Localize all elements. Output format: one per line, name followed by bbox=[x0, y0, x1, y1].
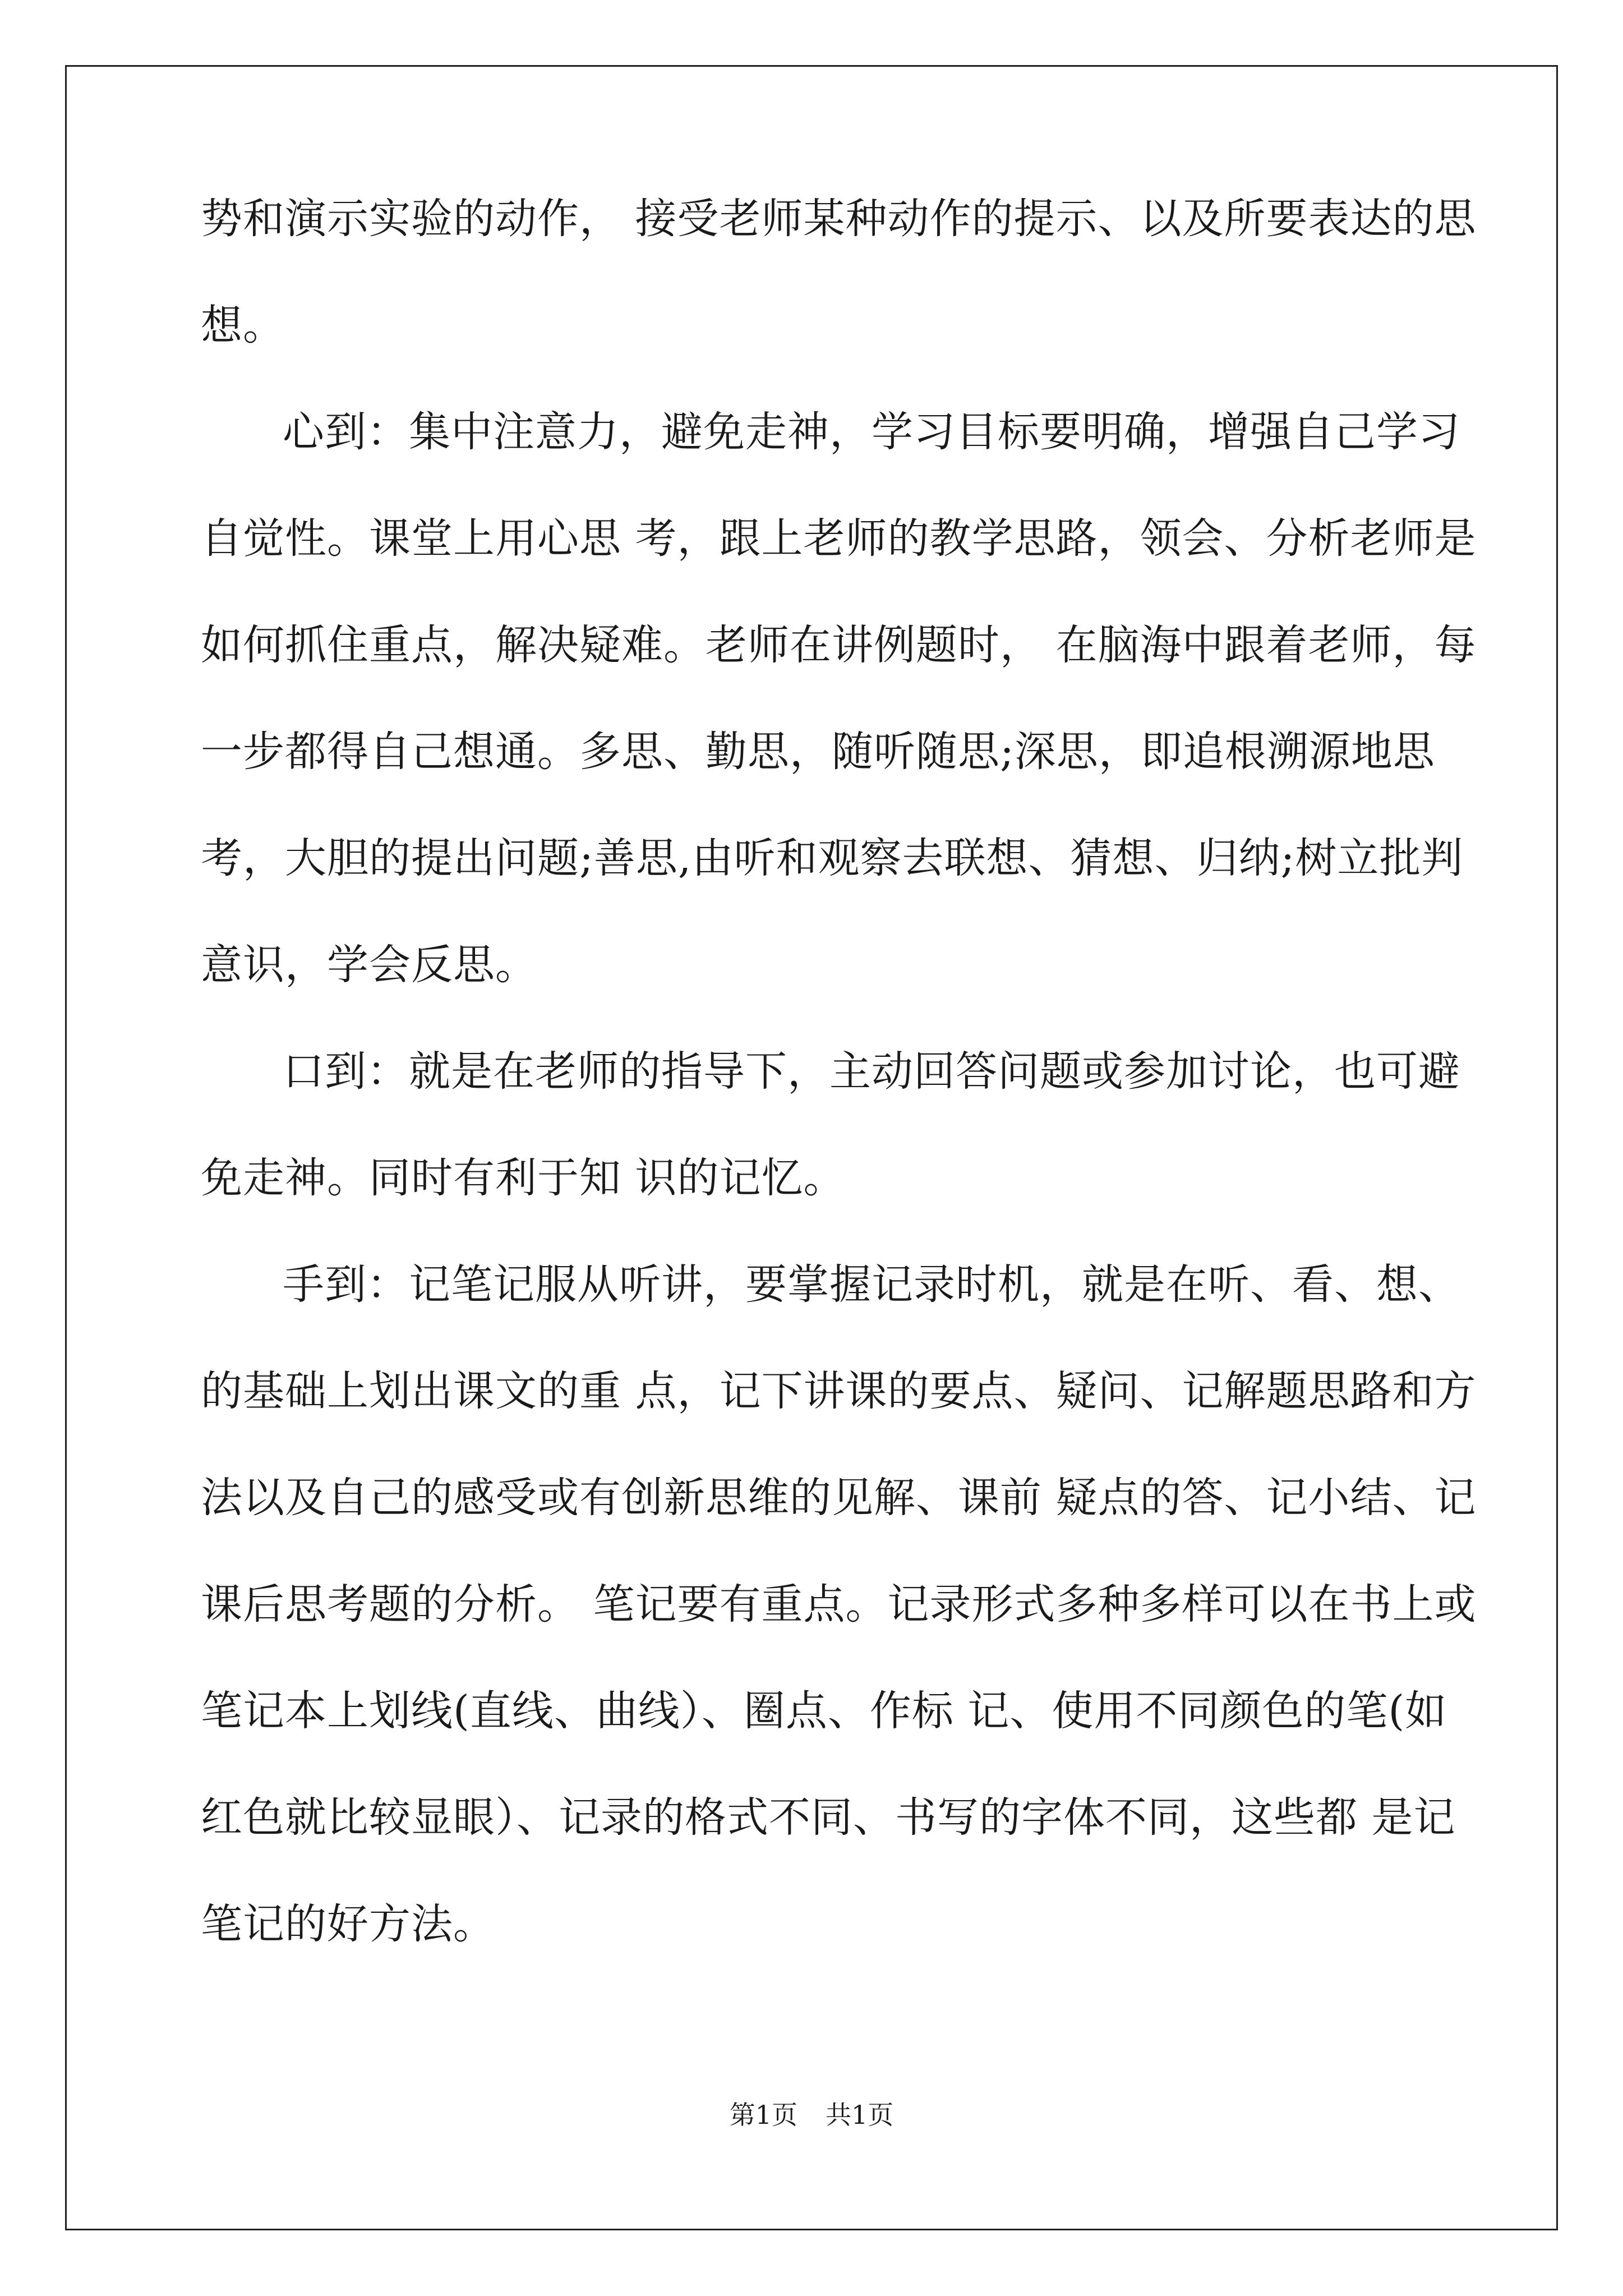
page-number: 第1页 bbox=[729, 2100, 797, 2130]
text-line: 课后思考题的分析。 笔记要有重点。记录形式多种多样可以在书上或 bbox=[201, 1580, 1477, 1628]
text-line: 笔记本上划线(直线、曲线）、圈点、作标 记、使用不同颜色的笔(如 bbox=[201, 1687, 1447, 1735]
text-line: 免走神。同时有利于知 识的记忆。 bbox=[201, 1154, 846, 1202]
text-line: 想。 bbox=[201, 301, 285, 349]
text-line: 意识，学会反思。 bbox=[201, 941, 537, 989]
text-line: 考，大胆的提出问题;善思,由听和观察去联想、猜想、归纳;树立批判 bbox=[201, 834, 1464, 882]
text-line: 势和演示实验的动作， 接受老师某种动作的提示、以及所要表达的思 bbox=[201, 195, 1477, 243]
paragraph-first-line: 心到：集中注意力，避免走神，学习目标要明确，增强自己学习 bbox=[283, 408, 1460, 456]
text-line: 法以及自己的感受或有创新思维的见解、课前 疑点的答、记小结、记 bbox=[201, 1474, 1477, 1522]
page-total: 共1页 bbox=[826, 2100, 894, 2130]
paragraph-first-line: 手到：记笔记服从听讲，要掌握记录时机，就是在听、看、想、 bbox=[283, 1260, 1460, 1309]
text-line: 的基础上划出课文的重 点，记下讲课的要点、疑问、记解题思路和方 bbox=[201, 1367, 1477, 1415]
text-line: 红色就比较显眼）、记录的格式不同、书写的字体不同，这些都 是记 bbox=[201, 1793, 1456, 1842]
text-line: 一步都得自己想通。多思、勤思，随听随思;深思，即追根溯源地思 bbox=[201, 728, 1435, 776]
text-line: 自觉性。课堂上用心思 考，跟上老师的教学思路，领会、分析老师是 bbox=[201, 514, 1477, 563]
text-line: 如何抓住重点，解决疑难。老师在讲例题时， 在脑海中跟着老师，每 bbox=[201, 621, 1477, 669]
text-line: 笔记的好方法。 bbox=[201, 1900, 495, 1948]
paragraph-first-line: 口到：就是在老师的指导下，主动回答问题或参加讨论，也可避 bbox=[283, 1047, 1460, 1096]
page-footer bbox=[0, 2098, 1623, 2132]
